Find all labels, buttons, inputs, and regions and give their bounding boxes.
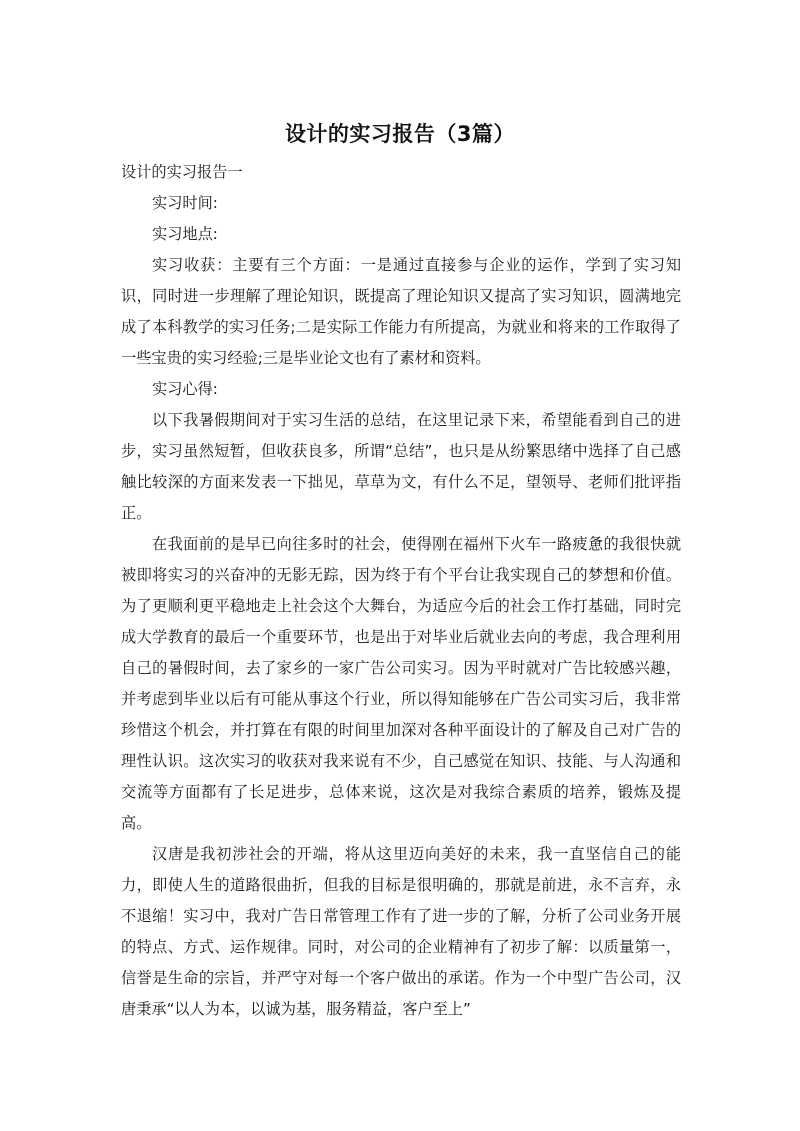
- paragraph-hantang: 汉唐是我初涉社会的开端，将从这里迈向美好的未来，我一直坚信自己的能力，即使人生的道路很曲折，但我的目标是很明确的，那就是前进，永不言弃，永不退缩！实习中，我对广告日常管理工作有了进一步的了解，分析了公司业务开展的特点、方式、运作规律。同时，对公司的企业精神有了初步了解：以质量第一，信誉是生命的宗旨，并严守对每一个客户做出的承诺。作为一个中型广告公司，汉唐秉承“以人为本，以诚为基，服务精益，客户至上”: [121, 845, 681, 1018]
- paragraph-internship-gains: 实习收获：主要有三个方面：一是通过直接参与企业的运作，学到了实习知识，同时进一步理解了理论知识，既提高了理论知识又提高了实习知识，圆满地完成了本科教学的实习任务;二是实际工作能力有所提高，为就业和将来的工作取得了一些宝贵的实习经验;三是毕业论文也有了素材和资料。: [121, 256, 681, 367]
- paragraph-internship-reflections-label: 实习心得:: [152, 380, 218, 398]
- document-body: [121, 157, 681, 1025]
- paragraph-society: 在我面前的是早已向往多时的社会，使得刚在福州下火车一路疲惫的我很快就被即将实习的兴奋冲的无影无踪，因为终于有个平台让我实现自己的梦想和价值。为了更顺利更平稳地走上社会这个大舞台，为适应今后的社会工作打基础，同时完成大学教育的最后一个重要环节，也是出于对毕业后就业去向的考虑，我合理利用自己的暑假时间，去了家乡的一家广告公司实习。因为平时就对广告比较感兴趣，并考虑到毕业以后有可能从事这个行业，所以得知能够在广告公司实习后，我非常珍惜这个机会，并打算在有限的时间里加深对各种平面设计的了解及自己对广告的理性认识。这次实习的收获对我来说有不少，自己感觉在知识、技能、与人沟通和交流等方面都有了长足进步，总体来说，这次是对我综合素质的培养，锻炼及提高。: [121, 535, 681, 832]
- document-title: 设计的实习报告（3篇）: [284, 122, 516, 146]
- section-heading: 设计的实习报告一: [121, 163, 243, 181]
- paragraph-internship-time: 实习时间:: [152, 194, 218, 212]
- paragraph-internship-location: 实习地点:: [152, 225, 218, 243]
- paragraph-summary-intro: 以下我暑假期间对于实习生活的总结，在这里记录下来，希望能看到自己的进步，实习虽然短暂，但收获良多，所谓“总结”，也只是从纷繁思绪中选择了自己感触比较深的方面来发表一下拙见，草草为文，有什么不足，望领导、老师们批评指正。: [121, 411, 681, 522]
